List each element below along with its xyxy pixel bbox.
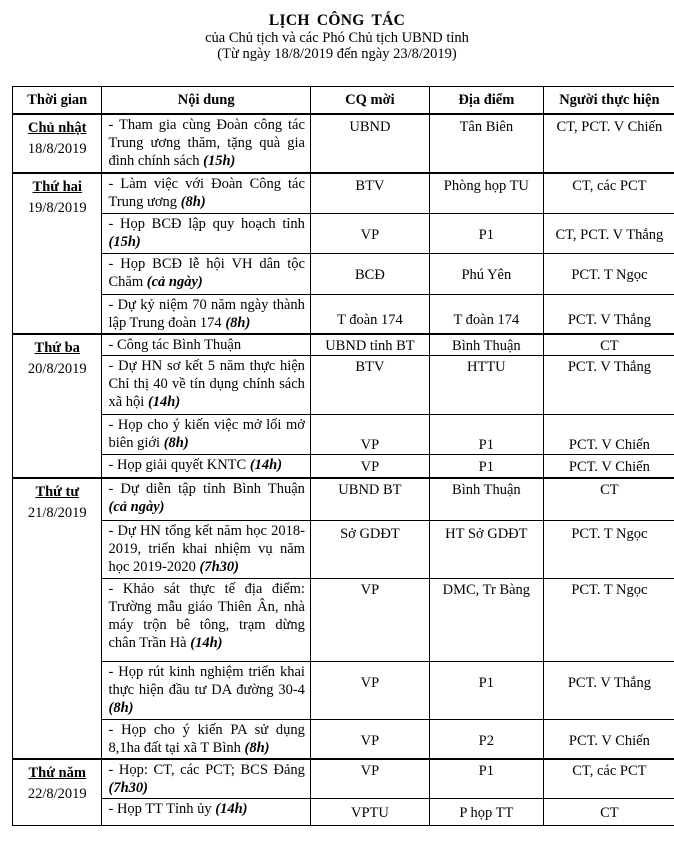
- agency-cell: [310, 759, 429, 799]
- agency-cell-text: BCĐ: [355, 267, 385, 283]
- content-text: [102, 455, 309, 475]
- day-date: 19/8/2019: [27, 200, 87, 216]
- person-cell-text: PCT. T Ngọc: [571, 526, 648, 542]
- content-text: [102, 799, 309, 819]
- day-name: Thứ hai: [32, 179, 82, 195]
- item-description: - Họp: CT, các PCT; BCS Đảng: [108, 762, 305, 778]
- content-cell: [102, 114, 310, 173]
- item-description: - Công tác Bình Thuận: [108, 337, 242, 353]
- agency-cell: [310, 334, 429, 356]
- location-cell-text: Phòng họp TU: [443, 178, 529, 194]
- agency-cell-text: VP: [360, 437, 380, 453]
- location-cell: [429, 759, 543, 799]
- content-text: [102, 662, 309, 718]
- item-description: - Họp rút kinh nghiệm triển khai thực hiện đầu tư DA đường 30-4: [108, 664, 305, 698]
- person-cell: [543, 720, 674, 760]
- content-cell: [102, 173, 310, 214]
- content-text: [102, 295, 309, 333]
- person-cell: [543, 173, 674, 214]
- table-row: [13, 759, 674, 799]
- content-text: [102, 720, 309, 758]
- header-content: Nội dung: [102, 87, 310, 115]
- day-date: 22/8/2019: [27, 786, 87, 802]
- schedule-body: [13, 114, 674, 826]
- location-cell-text: HTTU: [467, 359, 506, 375]
- location-cell-text: P1: [478, 459, 494, 475]
- content-cell: [102, 356, 310, 415]
- agency-cell: [310, 579, 429, 662]
- day-date: 20/8/2019: [27, 361, 87, 377]
- person-cell: [543, 254, 674, 295]
- item-time: (cả ngày): [108, 499, 165, 515]
- table-header-row: [13, 87, 674, 115]
- person-cell-text: PCT. V Chiến: [568, 459, 650, 475]
- agency-cell-text: BTV: [355, 359, 385, 375]
- content-text: [102, 479, 309, 517]
- location-cell-text: HT Sở GDĐT: [445, 526, 528, 542]
- content-cell: [102, 799, 310, 826]
- item-time: (15h): [203, 153, 236, 169]
- person-cell: [543, 799, 674, 826]
- header-agency: CQ mời: [310, 87, 429, 115]
- item-time: (15h): [108, 234, 141, 250]
- person-cell-text: CT, các PCT: [572, 178, 647, 194]
- day-date: 18/8/2019: [27, 141, 87, 157]
- content-text: [102, 415, 309, 453]
- table-row: [13, 799, 674, 826]
- location-cell: [429, 521, 543, 579]
- person-cell-text: CT, PCT. V Chiến: [556, 119, 663, 135]
- header-time: Thời gian: [13, 87, 102, 115]
- item-time: (14h): [215, 801, 248, 817]
- agency-cell: [310, 114, 429, 173]
- content-cell: [102, 478, 310, 521]
- agency-cell-text: VP: [360, 582, 380, 598]
- day-date: 21/8/2019: [27, 505, 87, 521]
- item-description: - Tham gia cùng Đoàn công tác Trung ương thăm, tặng quà gia đình chính sách: [108, 117, 305, 169]
- content-text: [102, 214, 309, 252]
- person-cell: [543, 455, 674, 479]
- day-cell: [13, 759, 102, 826]
- day-name: Thứ tư: [35, 484, 80, 500]
- person-cell-text: PCT. T Ngọc: [571, 267, 648, 283]
- content-cell: [102, 662, 310, 720]
- content-text: [102, 115, 309, 171]
- table-row: [13, 254, 674, 295]
- agency-cell-text: UBND: [349, 119, 391, 135]
- content-cell: [102, 579, 310, 662]
- item-time: (8h): [225, 315, 251, 331]
- agency-cell-text: VP: [360, 459, 380, 475]
- location-cell-text: Phú Yên: [461, 267, 512, 283]
- document-subtitle: của Chủ tịch và các Phó Chủ tịch UBND tỉnh: [205, 30, 469, 46]
- agency-cell: [310, 254, 429, 295]
- day-cell: [13, 478, 102, 759]
- person-cell: [543, 334, 674, 356]
- location-cell-text: DMC, Tr Bàng: [442, 582, 531, 598]
- day-cell: [13, 114, 102, 173]
- document-header: [0, 12, 674, 62]
- agency-cell-text: T đoàn 174: [337, 312, 403, 328]
- location-cell: [429, 478, 543, 521]
- agency-cell-text: UBND tỉnh BT: [325, 338, 415, 354]
- agency-cell: [310, 173, 429, 214]
- agency-cell-text: VP: [360, 675, 380, 691]
- person-cell-text: PCT. V Thắng: [567, 312, 651, 328]
- item-time: (8h): [244, 740, 270, 756]
- item-description: - Dự HN tổng kết năm học 2018-2019, triển khai nhiệm vụ năm học 2019-2020: [108, 523, 305, 575]
- agency-cell-text: UBND BT: [338, 482, 402, 498]
- content-cell: [102, 334, 310, 356]
- item-description: - Họp TT Tỉnh ủy: [108, 801, 212, 817]
- person-cell-text: CT, PCT. V Thắng: [555, 227, 664, 243]
- agency-cell-text: VPTU: [350, 805, 389, 821]
- location-cell-text: T đoàn 174: [453, 312, 520, 328]
- table-row: [13, 478, 674, 521]
- content-text: [102, 521, 309, 577]
- content-text: [102, 254, 309, 292]
- agency-cell: [310, 521, 429, 579]
- item-time: (14h): [249, 457, 283, 473]
- person-cell: [543, 662, 674, 720]
- item-time: (cả ngày): [146, 274, 203, 290]
- item-time: (8h): [108, 700, 134, 716]
- day-name: Chủ nhật: [28, 120, 87, 136]
- location-cell: [429, 720, 543, 760]
- content-text: [102, 335, 309, 355]
- agency-cell: [310, 415, 429, 455]
- header-person: Người thực hiện: [543, 87, 674, 115]
- person-cell: [543, 478, 674, 521]
- location-cell: [429, 295, 543, 335]
- agency-cell-text: VP: [360, 227, 380, 243]
- day-name: Thứ năm: [28, 765, 86, 781]
- table-row: [13, 579, 674, 662]
- header-location: Địa điểm: [429, 87, 543, 115]
- agency-cell-text: VP: [360, 733, 380, 749]
- day-cell: [13, 334, 102, 478]
- item-description: - Khảo sát thực tế địa điểm: Trường mẫu giáo Thiên Ân, nhà máy trộn bê tông, trạm dừng chân Trần Hà: [108, 581, 305, 651]
- person-cell: [543, 356, 674, 415]
- item-description: - Họp BCĐ lập quy hoạch tỉnh: [108, 216, 305, 232]
- location-cell-text: Bình Thuận: [452, 338, 521, 354]
- location-cell: [429, 214, 543, 254]
- person-cell-text: PCT. V Thắng: [567, 675, 651, 691]
- table-row: [13, 720, 674, 760]
- item-description: - Dự kỷ niệm 70 năm ngày thành lập Trung đoàn 174: [108, 297, 305, 331]
- content-cell: [102, 214, 310, 254]
- day-name: Thứ ba: [34, 340, 80, 356]
- location-cell: [429, 799, 543, 826]
- table-row: [13, 334, 674, 356]
- location-cell: [429, 579, 543, 662]
- table-row: [13, 521, 674, 579]
- item-description: - Họp cho ý kiến việc mở lối mở biên giới: [108, 417, 305, 451]
- person-cell-text: CT: [600, 805, 619, 821]
- location-cell: [429, 173, 543, 214]
- agency-cell: [310, 455, 429, 479]
- table-row: [13, 455, 674, 479]
- content-text: [102, 174, 309, 212]
- schedule-table: [12, 86, 674, 826]
- person-cell: [543, 114, 674, 173]
- location-cell-text: P1: [478, 437, 494, 453]
- table-row: [13, 114, 674, 173]
- location-cell: [429, 356, 543, 415]
- table-row: [13, 662, 674, 720]
- table-row: [13, 214, 674, 254]
- item-description: - Dự HN sơ kết 5 năm thực hiện Chỉ thị 40 về tín dụng chính sách xã hội: [108, 358, 305, 410]
- person-cell-text: CT, các PCT: [572, 763, 647, 779]
- table-row: [13, 356, 674, 415]
- content-text: [102, 760, 309, 798]
- person-cell: [543, 759, 674, 799]
- person-cell: [543, 415, 674, 455]
- location-cell: [429, 114, 543, 173]
- person-cell: [543, 295, 674, 335]
- agency-cell-text: BTV: [355, 178, 385, 194]
- person-cell-text: PCT. V Chiến: [568, 733, 650, 749]
- item-description: - Họp giải quyết KNTC: [108, 457, 247, 473]
- agency-cell-text: VP: [360, 763, 380, 779]
- location-cell: [429, 455, 543, 479]
- content-text: [102, 356, 309, 412]
- item-time: (7h30): [108, 780, 148, 796]
- person-cell: [543, 214, 674, 254]
- location-cell-text: P1: [478, 763, 494, 779]
- content-cell: [102, 295, 310, 335]
- person-cell: [543, 521, 674, 579]
- location-cell-text: P1: [478, 227, 494, 243]
- person-cell: [543, 579, 674, 662]
- content-text: [102, 579, 309, 653]
- location-cell-text: Tân Biên: [459, 119, 514, 135]
- content-cell: [102, 521, 310, 579]
- location-cell-text: Bình Thuận: [452, 482, 521, 498]
- item-time: (8h): [163, 435, 189, 451]
- location-cell: [429, 662, 543, 720]
- item-description: - Làm việc với Đoàn Công tác Trung ương: [108, 176, 305, 210]
- item-time: (14h): [190, 635, 223, 651]
- agency-cell: [310, 214, 429, 254]
- agency-cell: [310, 295, 429, 335]
- agency-cell: [310, 662, 429, 720]
- agency-cell: [310, 478, 429, 521]
- item-description: - Dự diễn tập tỉnh Bình Thuận: [108, 481, 305, 497]
- location-cell-text: P họp TT: [459, 805, 514, 821]
- document-date-range: (Từ ngày 18/8/2019 đến ngày 23/8/2019): [217, 46, 457, 62]
- location-cell-text: P1: [478, 675, 494, 691]
- day-cell: [13, 173, 102, 334]
- content-cell: [102, 455, 310, 479]
- document-title: LỊCH CÔNG TÁC: [268, 12, 406, 29]
- agency-cell: [310, 799, 429, 826]
- location-cell-text: P2: [478, 733, 494, 749]
- table-row: [13, 295, 674, 335]
- content-cell: [102, 415, 310, 455]
- agency-cell-text: Sở GDĐT: [340, 526, 400, 542]
- location-cell: [429, 254, 543, 295]
- item-time: (7h30): [199, 559, 239, 575]
- person-cell-text: PCT. T Ngọc: [571, 582, 648, 598]
- location-cell: [429, 415, 543, 455]
- content-cell: [102, 759, 310, 799]
- content-cell: [102, 720, 310, 760]
- agency-cell: [310, 356, 429, 415]
- table-row: [13, 173, 674, 214]
- item-description: - Họp cho ý kiến PA sử dụng 8,1ha đất tại xã T Bình: [108, 722, 305, 756]
- location-cell: [429, 334, 543, 356]
- person-cell-text: PCT. V Thắng: [567, 359, 651, 375]
- person-cell-text: CT: [600, 482, 619, 498]
- item-description: - Họp BCĐ lễ hội VH dân tộc Chăm: [108, 256, 305, 290]
- table-row: [13, 415, 674, 455]
- item-time: (8h): [180, 194, 206, 210]
- person-cell-text: CT: [600, 338, 619, 354]
- item-time: (14h): [147, 394, 181, 410]
- agency-cell: [310, 720, 429, 760]
- person-cell-text: PCT. V Chiến: [568, 437, 650, 453]
- content-cell: [102, 254, 310, 295]
